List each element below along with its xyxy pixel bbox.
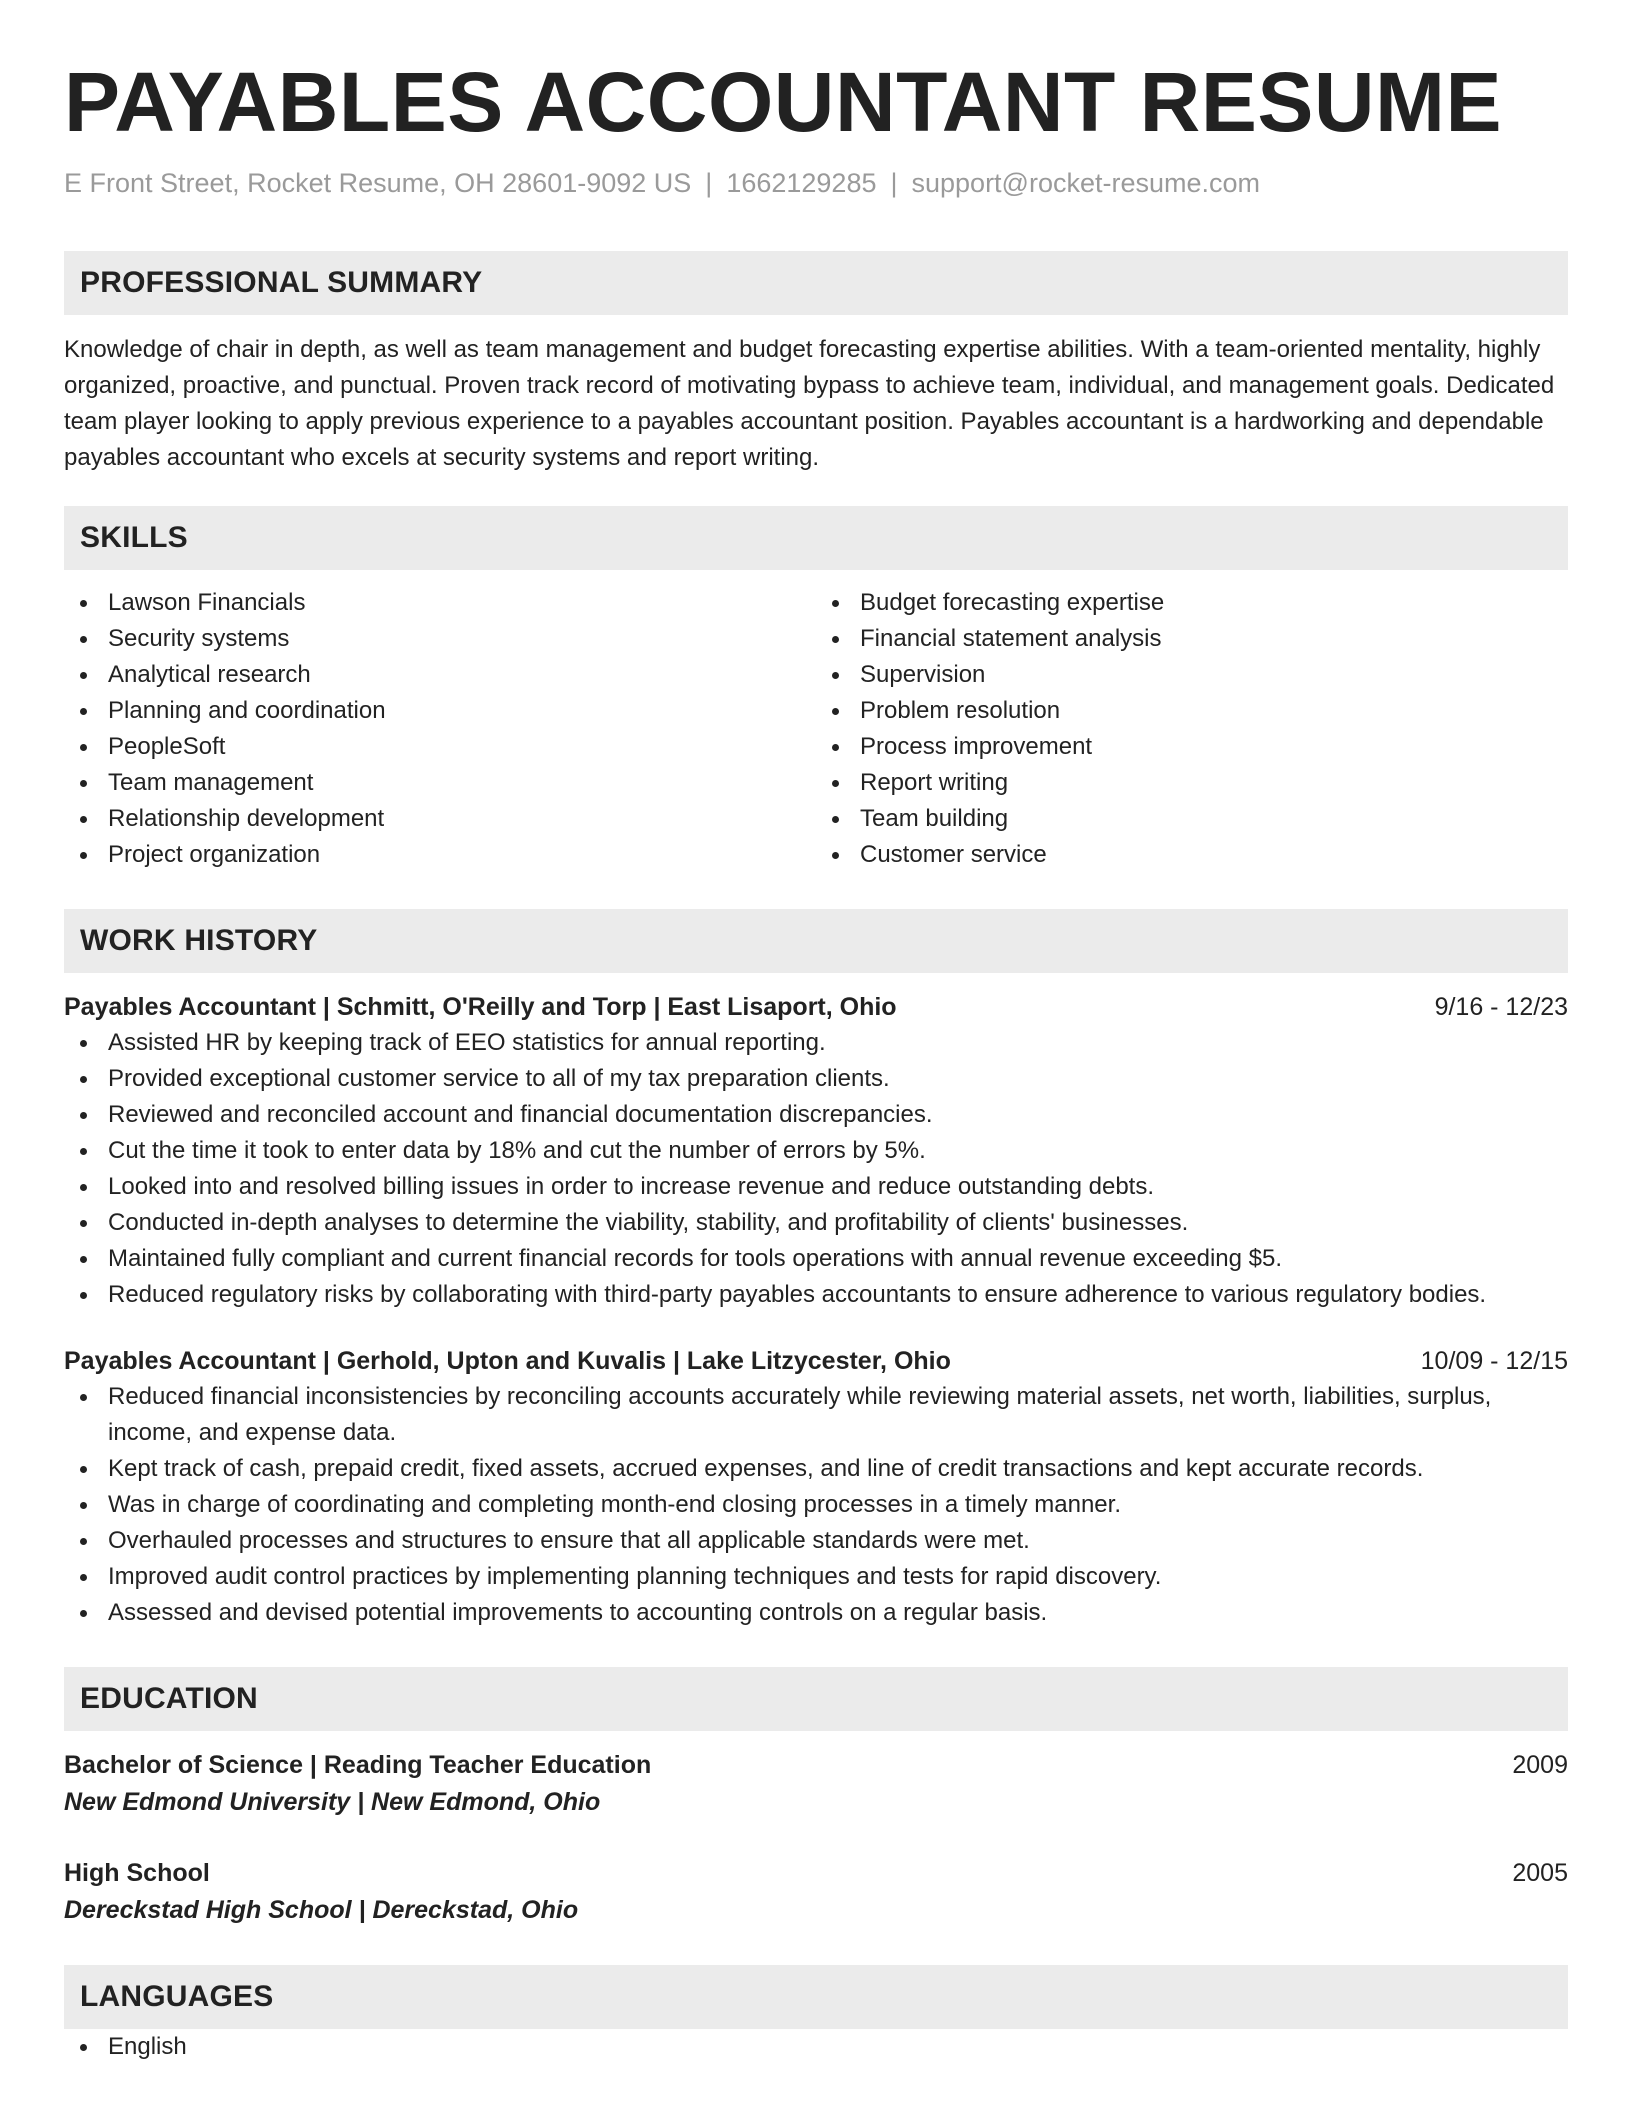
skill-item: Customer service bbox=[816, 837, 1568, 873]
job-title: Payables Accountant | Gerhold, Upton and Kuvalis | Lake Litzycester, Ohio bbox=[64, 1347, 951, 1376]
education-entry bbox=[64, 1855, 1568, 1929]
languages-section bbox=[64, 1965, 1568, 2065]
skill-item: Financial statement analysis bbox=[816, 621, 1568, 657]
summary-heading: PROFESSIONAL SUMMARY bbox=[64, 251, 1568, 315]
skill-item: Team management bbox=[64, 765, 816, 801]
job-entry bbox=[64, 1343, 1568, 1631]
contact-email: support@rocket-resume.com bbox=[911, 168, 1261, 199]
skill-item: Supervision bbox=[816, 657, 1568, 693]
skill-item: Problem resolution bbox=[816, 693, 1568, 729]
skill-item: Process improvement bbox=[816, 729, 1568, 765]
contact-address: E Front Street, Rocket Resume, OH 28601-9092 US bbox=[64, 168, 692, 199]
education-header bbox=[64, 1855, 1568, 1891]
skills-grid bbox=[64, 585, 1568, 873]
summary-section bbox=[64, 251, 1568, 476]
education-degree: High School bbox=[64, 1859, 210, 1888]
job-bullet-list bbox=[64, 1025, 1568, 1313]
job-bullet: Reduced financial inconsistencies by reconciling accounts accurately while reviewing material assets, net worth, liabilities, surplus, income, and expense data. bbox=[64, 1379, 1568, 1451]
skills-heading: SKILLS bbox=[64, 506, 1568, 570]
job-bullet: Maintained fully compliant and current financial records for tools operations with annual revenue exceeding $5. bbox=[64, 1241, 1568, 1277]
job-bullet: Kept track of cash, prepaid credit, fixed assets, accrued expenses, and line of credit transactions and kept accurate records. bbox=[64, 1451, 1568, 1487]
education-section bbox=[64, 1667, 1568, 1929]
skill-item: Planning and coordination bbox=[64, 693, 816, 729]
work-history-heading: WORK HISTORY bbox=[64, 909, 1568, 973]
skills-section bbox=[64, 506, 1568, 873]
skill-item: PeopleSoft bbox=[64, 729, 816, 765]
skill-item: Report writing bbox=[816, 765, 1568, 801]
job-entry bbox=[64, 989, 1568, 1313]
work-history-section bbox=[64, 909, 1568, 1631]
contact-line bbox=[64, 168, 1568, 199]
job-bullet: Looked into and resolved billing issues in order to increase revenue and reduce outstanding debts. bbox=[64, 1169, 1568, 1205]
job-bullet: Provided exceptional customer service to all of my tax preparation clients. bbox=[64, 1061, 1568, 1097]
job-bullet: Reduced regulatory risks by collaborating with third-party payables accountants to ensure adherence to various regulatory bodies. bbox=[64, 1277, 1568, 1313]
education-header bbox=[64, 1747, 1568, 1783]
job-dates: 10/09 - 12/15 bbox=[1420, 1347, 1568, 1376]
job-bullet-list bbox=[64, 1379, 1568, 1631]
job-bullet: Reviewed and reconciled account and financial documentation discrepancies. bbox=[64, 1097, 1568, 1133]
job-bullet: Overhauled processes and structures to ensure that all applicable standards were met. bbox=[64, 1523, 1568, 1559]
education-degree: Bachelor of Science | Reading Teacher Education bbox=[64, 1751, 652, 1780]
contact-separator: | bbox=[705, 168, 713, 199]
job-title: Payables Accountant | Schmitt, O'Reilly and Torp | East Lisaport, Ohio bbox=[64, 993, 897, 1022]
skill-item: Budget forecasting expertise bbox=[816, 585, 1568, 621]
language-item: English bbox=[64, 2029, 1568, 2065]
job-bullet: Conducted in-depth analyses to determine the viability, stability, and profitability of clients' businesses. bbox=[64, 1205, 1568, 1241]
language-list bbox=[64, 2029, 1568, 2065]
job-header bbox=[64, 989, 1568, 1025]
skill-item: Relationship development bbox=[64, 801, 816, 837]
skill-item: Lawson Financials bbox=[64, 585, 816, 621]
job-header bbox=[64, 1343, 1568, 1379]
summary-text: Knowledge of chair in depth, as well as team management and budget forecasting expertise abilities. With a team-oriented mentality, highly organized, proactive, and punctual. Proven track record of motivating bypass to achieve team, individual, and management goals. Dedicated team player looking to apply previous experience to a payables accountant position. Payables accountant is a hardworking and dependable payables accountant who excels at security systems and report writing. bbox=[64, 336, 1555, 472]
languages-heading: LANGUAGES bbox=[64, 1965, 1568, 2029]
job-bullet: Was in charge of coordinating and completing month-end closing processes in a timely manner. bbox=[64, 1487, 1568, 1523]
job-bullet: Improved audit control practices by implementing planning techniques and tests for rapid discovery. bbox=[64, 1559, 1568, 1595]
education-school: Dereckstad High School | Dereckstad, Ohio bbox=[64, 1896, 579, 1925]
education-school: New Edmond University | New Edmond, Ohio bbox=[64, 1788, 601, 1817]
contact-separator: | bbox=[890, 168, 898, 199]
contact-phone: 1662129285 bbox=[726, 168, 877, 199]
education-entry bbox=[64, 1747, 1568, 1821]
education-year: 2005 bbox=[1512, 1859, 1568, 1888]
education-year: 2009 bbox=[1512, 1751, 1568, 1780]
job-dates: 9/16 - 12/23 bbox=[1434, 993, 1568, 1022]
skill-item: Analytical research bbox=[64, 657, 816, 693]
skill-item: Team building bbox=[816, 801, 1568, 837]
job-bullet: Assisted HR by keeping track of EEO statistics for annual reporting. bbox=[64, 1025, 1568, 1061]
education-heading: EDUCATION bbox=[64, 1667, 1568, 1731]
job-bullet: Assessed and devised potential improvements to accounting controls on a regular basis. bbox=[64, 1595, 1568, 1631]
skill-item: Security systems bbox=[64, 621, 816, 657]
resume-title: PAYABLES ACCOUNTANT RESUME bbox=[64, 55, 1503, 149]
skills-right-column bbox=[816, 585, 1568, 873]
skills-left-column bbox=[64, 585, 816, 873]
job-bullet: Cut the time it took to enter data by 18% and cut the number of errors by 5%. bbox=[64, 1133, 1568, 1169]
skill-item: Project organization bbox=[64, 837, 816, 873]
